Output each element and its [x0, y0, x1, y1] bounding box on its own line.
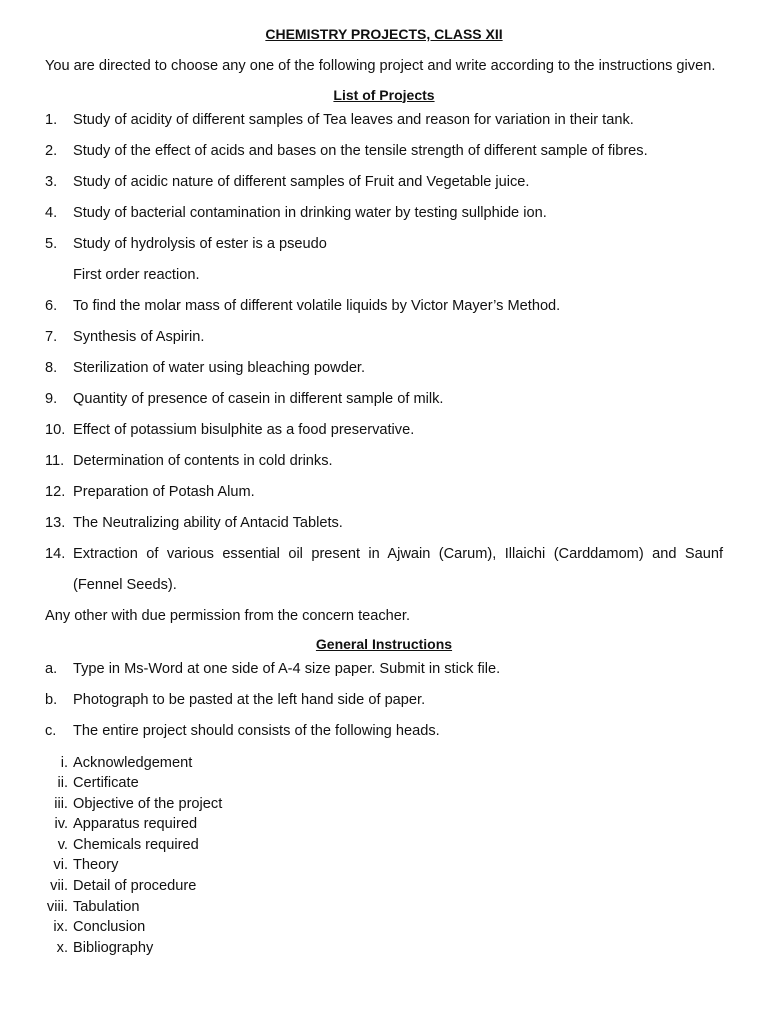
head-numeral: i.	[60, 754, 68, 771]
intro-paragraph: You are directed to choose any one of the following project and write according to the instructions given.	[45, 58, 716, 74]
head-text: Acknowledgement	[73, 754, 193, 771]
project-item	[45, 136, 723, 167]
head-text: Certificate	[73, 775, 139, 792]
project-item	[45, 446, 723, 477]
head-numeral: vi.	[53, 857, 68, 874]
project-text: Study of acidic nature of different samples of Fruit and Vegetable juice.	[73, 173, 530, 190]
project-number: 9.	[45, 390, 58, 407]
projects-list	[45, 105, 723, 601]
project-text: Determination of contents in cold drinks.	[73, 452, 333, 469]
instruction-letter: b.	[45, 691, 58, 708]
head-text: Apparatus required	[73, 816, 198, 833]
project-number: 8.	[45, 359, 58, 376]
project-text: To find the molar mass of different volatile liquids by Victor Mayer’s Method.	[73, 297, 561, 314]
project-text: Synthesis of Aspirin.	[73, 328, 205, 345]
project-item	[45, 539, 723, 601]
head-item	[45, 753, 723, 774]
project-number: 11.	[45, 452, 65, 469]
head-item	[45, 773, 723, 794]
project-item	[45, 198, 723, 229]
head-numeral: ii.	[57, 775, 68, 792]
project-number: 1.	[45, 111, 58, 128]
project-number: 10.	[45, 421, 66, 438]
project-item	[45, 353, 723, 384]
instruction-text: Type in Ms-Word at one side of A-4 size paper. Submit in stick file.	[73, 660, 501, 677]
project-item	[45, 291, 723, 322]
head-text: Tabulation	[73, 898, 140, 915]
head-item	[45, 835, 723, 856]
head-numeral: ix.	[53, 919, 68, 936]
head-item	[45, 876, 723, 897]
instruction-item	[45, 716, 723, 747]
head-numeral: iii.	[54, 795, 68, 812]
projects-heading: List of Projects	[333, 86, 435, 103]
project-text-continuation: First order reaction.	[73, 266, 200, 283]
instruction-text: Photograph to be pasted at the left hand side of paper.	[73, 691, 426, 708]
head-item	[45, 855, 723, 876]
project-number: 7.	[45, 328, 58, 345]
project-item	[45, 477, 723, 508]
project-number: 4.	[45, 204, 58, 221]
instruction-item	[45, 685, 723, 716]
project-text: Sterilization of water using bleaching powder.	[73, 359, 366, 376]
project-text: Study of acidity of different samples of Tea leaves and reason for variation in their tank.	[73, 111, 634, 128]
head-item	[45, 917, 723, 938]
instructions-heading: General Instructions	[315, 635, 453, 652]
project-number: 13.	[45, 514, 66, 531]
project-text: Extraction of various essential oil present in Ajwain (Carum), Illaichi (Carddamom) and Saunf (Fennel Seeds).	[73, 545, 723, 593]
project-text-block	[73, 229, 723, 291]
project-number: 12.	[45, 483, 66, 500]
project-item	[45, 508, 723, 539]
head-item	[45, 897, 723, 918]
project-number: 14.	[45, 545, 66, 562]
project-item	[45, 384, 723, 415]
project-item	[45, 105, 723, 136]
instruction-text: The entire project should consists of the following heads.	[73, 722, 440, 739]
head-text: Theory	[73, 857, 119, 874]
instruction-item	[45, 654, 723, 685]
instruction-letter: c.	[45, 722, 57, 739]
project-item	[45, 322, 723, 353]
head-text: Objective of the project	[73, 795, 223, 812]
document-title: CHEMISTRY PROJECTS, CLASS XII	[265, 26, 503, 42]
project-number: 3.	[45, 173, 58, 190]
document-page	[45, 24, 723, 958]
project-number: 5.	[45, 235, 58, 252]
head-numeral: vii.	[50, 878, 68, 895]
project-item	[45, 229, 723, 291]
head-numeral: v.	[57, 836, 68, 853]
project-number: 6.	[45, 297, 58, 314]
project-text: Study of bacterial contamination in drinking water by testing sullphide ion.	[73, 204, 547, 221]
instructions-list	[45, 654, 723, 747]
head-text: Bibliography	[73, 939, 154, 956]
project-text: Study of the effect of acids and bases on the tensile strength of different sample of fibres.	[73, 142, 648, 159]
project-text: The Neutralizing ability of Antacid Tablets.	[73, 514, 343, 531]
head-numeral: x.	[56, 939, 68, 956]
head-numeral: iv.	[54, 816, 68, 833]
other-projects-note: Any other with due permission from the concern teacher.	[45, 607, 411, 624]
project-item	[45, 167, 723, 198]
head-text: Conclusion	[73, 919, 146, 936]
head-text: Chemicals required	[73, 836, 199, 853]
project-heads-list	[45, 753, 723, 959]
head-numeral: viii.	[46, 898, 68, 915]
project-text: Study of hydrolysis of ester is a pseudo	[73, 235, 327, 252]
project-text: Preparation of Potash Alum.	[73, 483, 255, 500]
head-item	[45, 794, 723, 815]
head-item	[45, 814, 723, 835]
instruction-letter: a.	[45, 660, 58, 677]
project-item	[45, 415, 723, 446]
project-number: 2.	[45, 142, 58, 159]
head-text: Detail of procedure	[73, 878, 197, 895]
project-text: Quantity of presence of casein in different sample of milk.	[73, 390, 444, 407]
project-text: Effect of potassium bisulphite as a food preservative.	[73, 421, 415, 438]
head-item	[45, 938, 723, 959]
